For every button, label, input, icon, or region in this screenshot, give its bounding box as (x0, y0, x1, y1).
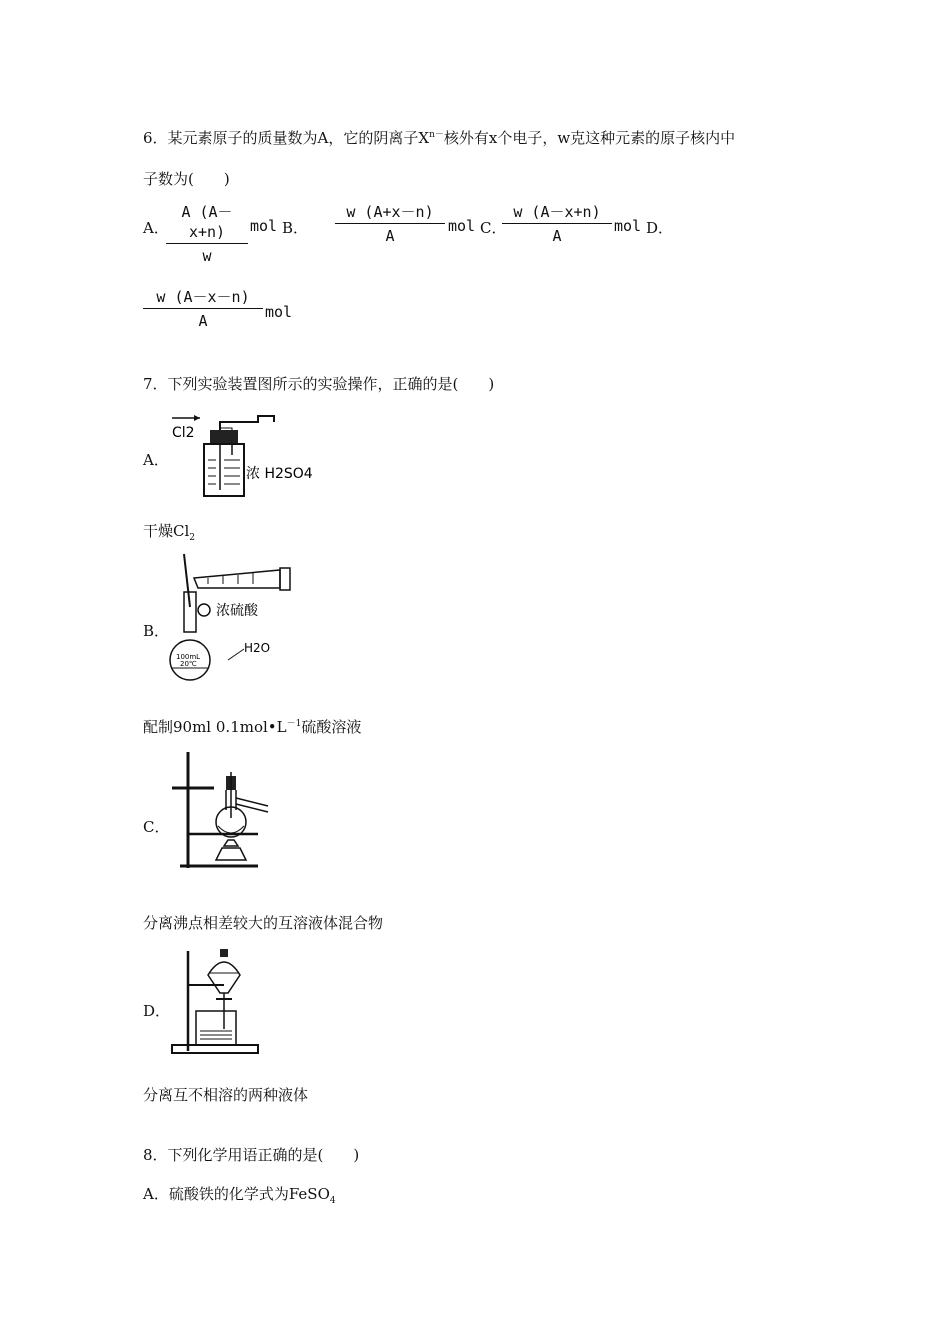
figure-label-flask-volume: 100mL (176, 653, 201, 661)
figure-label-reagent: 浓 H2SO4 (246, 466, 313, 482)
volumetric-flask-figure (168, 552, 313, 684)
q7-option-c-caption: 分离沸点相差较大的互溶液体混合物 (143, 914, 384, 932)
q8-stem: 8．下列化学用语正确的是( ) (143, 1146, 360, 1164)
figure-label-flask-temp: 20℃ (180, 660, 197, 668)
separatory-funnel-figure (168, 945, 268, 1057)
q6-option-a-fraction: A (A－x+n) w (166, 202, 248, 266)
q6-option-d-fraction: w (A－x－n) A (143, 287, 263, 331)
q6-option-b-unit: mol (448, 217, 476, 235)
q7-stem: 7．下列实验装置图所示的实验操作，正确的是( ) (143, 375, 495, 393)
q6-stem-line1: 6．某元素原子的质量数为A，它的阴离子$X^{n-}$核外有x个电子，w克这种元素的原子核内中 (143, 129, 736, 147)
q6-option-a-label: A． (143, 219, 169, 237)
q7-option-a-label: A． (143, 451, 169, 469)
q6-option-a-unit: mol (250, 217, 278, 235)
q6-option-c-label: C． (480, 219, 507, 237)
q7-option-d-caption: 分离互不相溶的两种液体 (143, 1086, 309, 1104)
q6-option-c-unit: mol (614, 217, 642, 235)
q7-option-c-label: C． (143, 818, 170, 836)
q7-option-b-label: B． (143, 622, 170, 640)
figure-label-gas: Cl2 (172, 425, 195, 441)
q7-option-b-caption: 配制90ml $0.1mol•L^{-1}$硫酸溶液 (143, 718, 362, 736)
q6-option-b-fraction: w (A+x－n) A (335, 202, 445, 246)
figure-label-water: H2O (244, 641, 271, 655)
distillation-apparatus-figure (168, 748, 278, 870)
q7-option-a-caption: 干燥$Cl_2$ (143, 522, 196, 543)
q6-option-b-label: B． (282, 219, 309, 237)
q6-option-d-unit: mol (265, 303, 293, 321)
q8-option-a: A．硫酸铁的化学式为FeSO$_4$ (143, 1185, 336, 1206)
figure-label-acid: 浓硫酸 (216, 603, 258, 619)
q6-stem-line2: 子数为( ) (143, 170, 230, 188)
q6-option-d-label: D． (646, 219, 674, 237)
gas-washing-bottle-figure (168, 410, 313, 500)
q6-option-c-fraction: w (A－x+n) A (502, 202, 612, 246)
q7-option-d-label: D． (143, 1002, 171, 1020)
